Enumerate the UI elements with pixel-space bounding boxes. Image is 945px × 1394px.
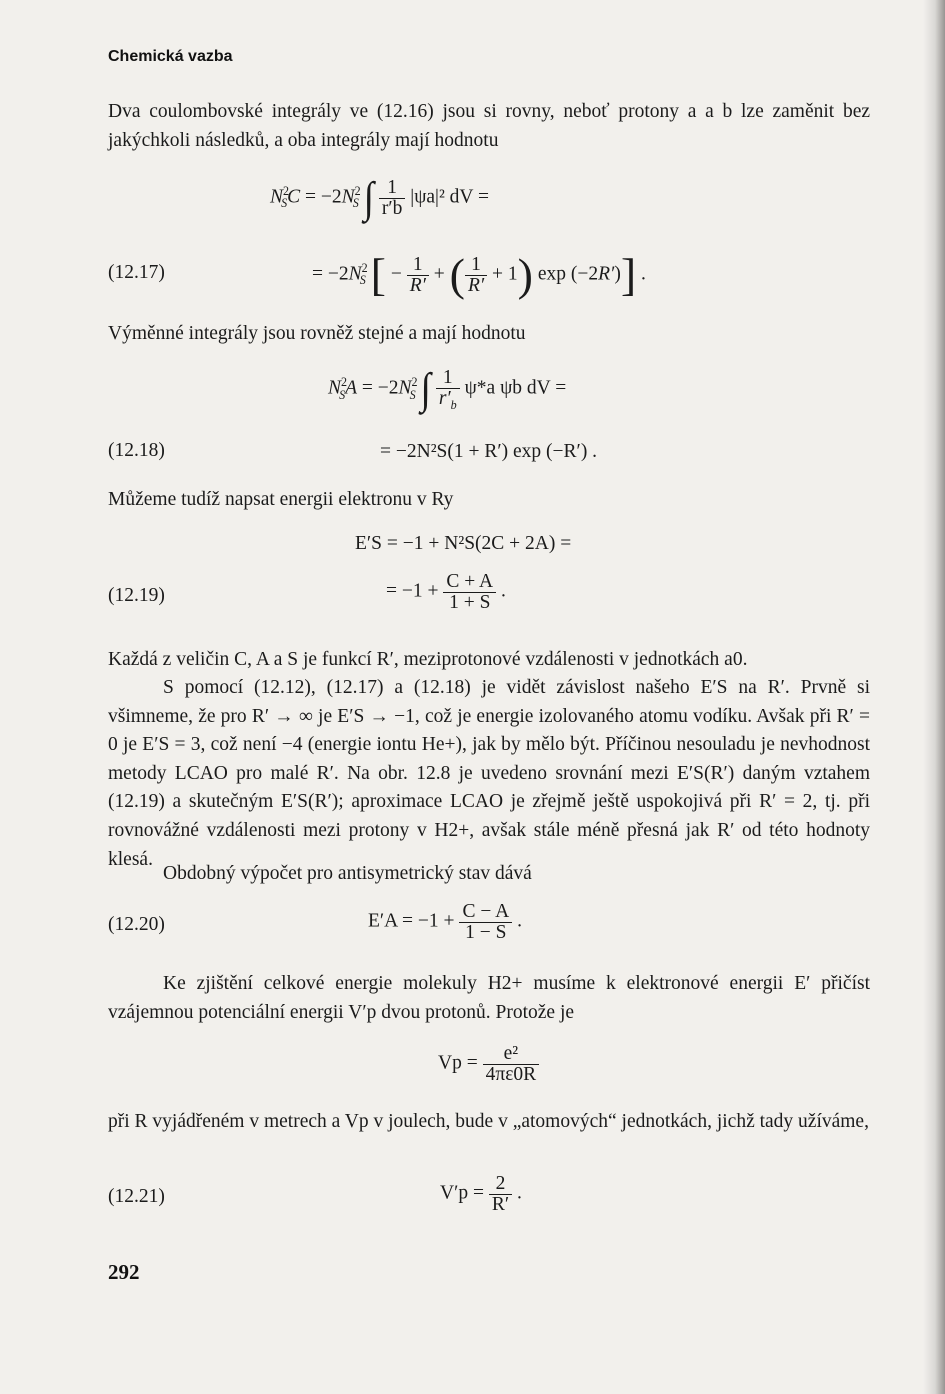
equation-lead: = −1 + xyxy=(386,580,439,602)
running-header: Chemická vazba xyxy=(108,48,233,65)
fraction-denominator: 4πε0R xyxy=(483,1064,540,1085)
equation-12-21: V′p = $\frac{2}{R'}$ . xyxy=(440,1173,522,1215)
fraction-denominator: 1 + S xyxy=(443,592,496,613)
equation-12-18-line2: = −2N²S(1 + R′) exp (−R′) . xyxy=(380,441,598,462)
equation-number: (12.17) xyxy=(108,262,165,283)
equation-lead: E′A = −1 + xyxy=(368,910,455,932)
equation-12-19-line2: = −1 + $\frac{C + A}{1 + S}$ . xyxy=(386,571,506,613)
equation-12-17-line2: = $-2N^2_S$ [ − $\frac{1}{R'}$ + ( $\frac{1}{R'}$ + 1) exp (−2R′)] . xyxy=(312,249,646,300)
page-edge-shadow xyxy=(923,0,945,1394)
equation-12-19-line1: E′S = −1 + N²S(2C + 2A) = xyxy=(355,533,572,554)
fraction xyxy=(379,178,406,218)
equation-12-20: E′A = −1 + $\frac{C - A}{1 - S}$ . xyxy=(368,901,522,943)
integral-sign: ∫ xyxy=(363,173,375,223)
fraction-numerator: e² xyxy=(503,1043,519,1064)
equation-tail: |ψa|² dV = xyxy=(410,186,490,208)
paragraph-functions: Každá z veličin C, A a S je funkcí R′, meziprotonové vzdálenosti v jednotkách a0. xyxy=(108,649,748,670)
fraction-numerator: 1 xyxy=(387,177,398,198)
paragraph-energy: Můžeme tudíž napsat energii elektronu v Ry xyxy=(108,489,454,510)
equation-12-18-line1: $N^2_SA = -2N^2_S$ ∫ $\frac{1}{r'_b}$ ψ*a ψb dV = xyxy=(328,365,567,414)
fraction-numerator: C + A xyxy=(446,571,494,592)
equation-number: (12.19) xyxy=(108,585,165,606)
paragraph-units: při R vyjádřeném v metrech a Vp v joulech, bude v „atomových“ jednotkách, jichž tady užíváme, xyxy=(108,1111,869,1132)
equation-number: (12.21) xyxy=(108,1186,165,1207)
equation-lead: Vp = xyxy=(438,1052,478,1074)
equation-lead: V′p = xyxy=(440,1182,484,1204)
paragraph-dependence: S pomocí (12.12), (12.17) a (12.18) je vidět závislost našeho E′S na R′. Prvně si všimneme, že pro R′ → ∞ je E′S → −1, což je energie izolovaného atomu vodíku. Avšak při R′ = 0 je E′S = 3, což není −4 (energie iontu He+), jak by mělo být. Příčinou nesouladu je nevhodnost metody LCAO pro malé R′. Na obr. 12.8 je uvedeno srovnání mezi E′S(R′) daným vztahem (12.19) a skutečným E′S(R′); aproximace LCAO je zřejmě ještě uspokojivá při R′ = 2, tj. při rovnovážné vzdálenosti mezi protony v H2+, avšak stále méně přesná jak R′ od této hodnoty klesá. xyxy=(108,677,870,870)
equation-number: (12.20) xyxy=(108,914,165,935)
equation-tail: ψ*a ψb dV = xyxy=(464,377,567,399)
paragraph-exchange: Výměnné integrály jsou rovněž stejné a mají hodnotu xyxy=(108,323,526,344)
paragraph-total-energy: Ke zjištění celkové energie molekuly H2+ musíme k elektronové energii E′ přičíst vzájemnou potenciální energii V′p dvou protonů. Protože je xyxy=(108,973,870,1023)
paragraph-antisymmetric: Obdobný výpočet pro antisymetrický stav dává xyxy=(163,863,532,884)
page-number: 292 xyxy=(108,1260,140,1284)
fraction-denominator: r′b xyxy=(379,198,406,219)
fraction-numerator: 2 xyxy=(495,1173,506,1194)
fraction-denominator: 1 − S xyxy=(459,922,512,943)
fraction-denominator: R′ xyxy=(489,1194,512,1215)
paragraph-coulomb: Dva coulombovské integrály ve (12.16) jsou si rovny, neboť protony a a b lze zaměnit bez jakýchkoli následků, a oba integrály mají hodnotu xyxy=(108,101,870,151)
equation-number: (12.18) xyxy=(108,440,165,461)
equation-12-17-line1: $N^2_SC = -2N^2_S$ ∫ $\frac{1}{r'b}$ |ψa|² dV = xyxy=(270,173,490,223)
fraction-numerator: C − A xyxy=(462,901,510,922)
equation-vp xyxy=(438,1044,539,1084)
